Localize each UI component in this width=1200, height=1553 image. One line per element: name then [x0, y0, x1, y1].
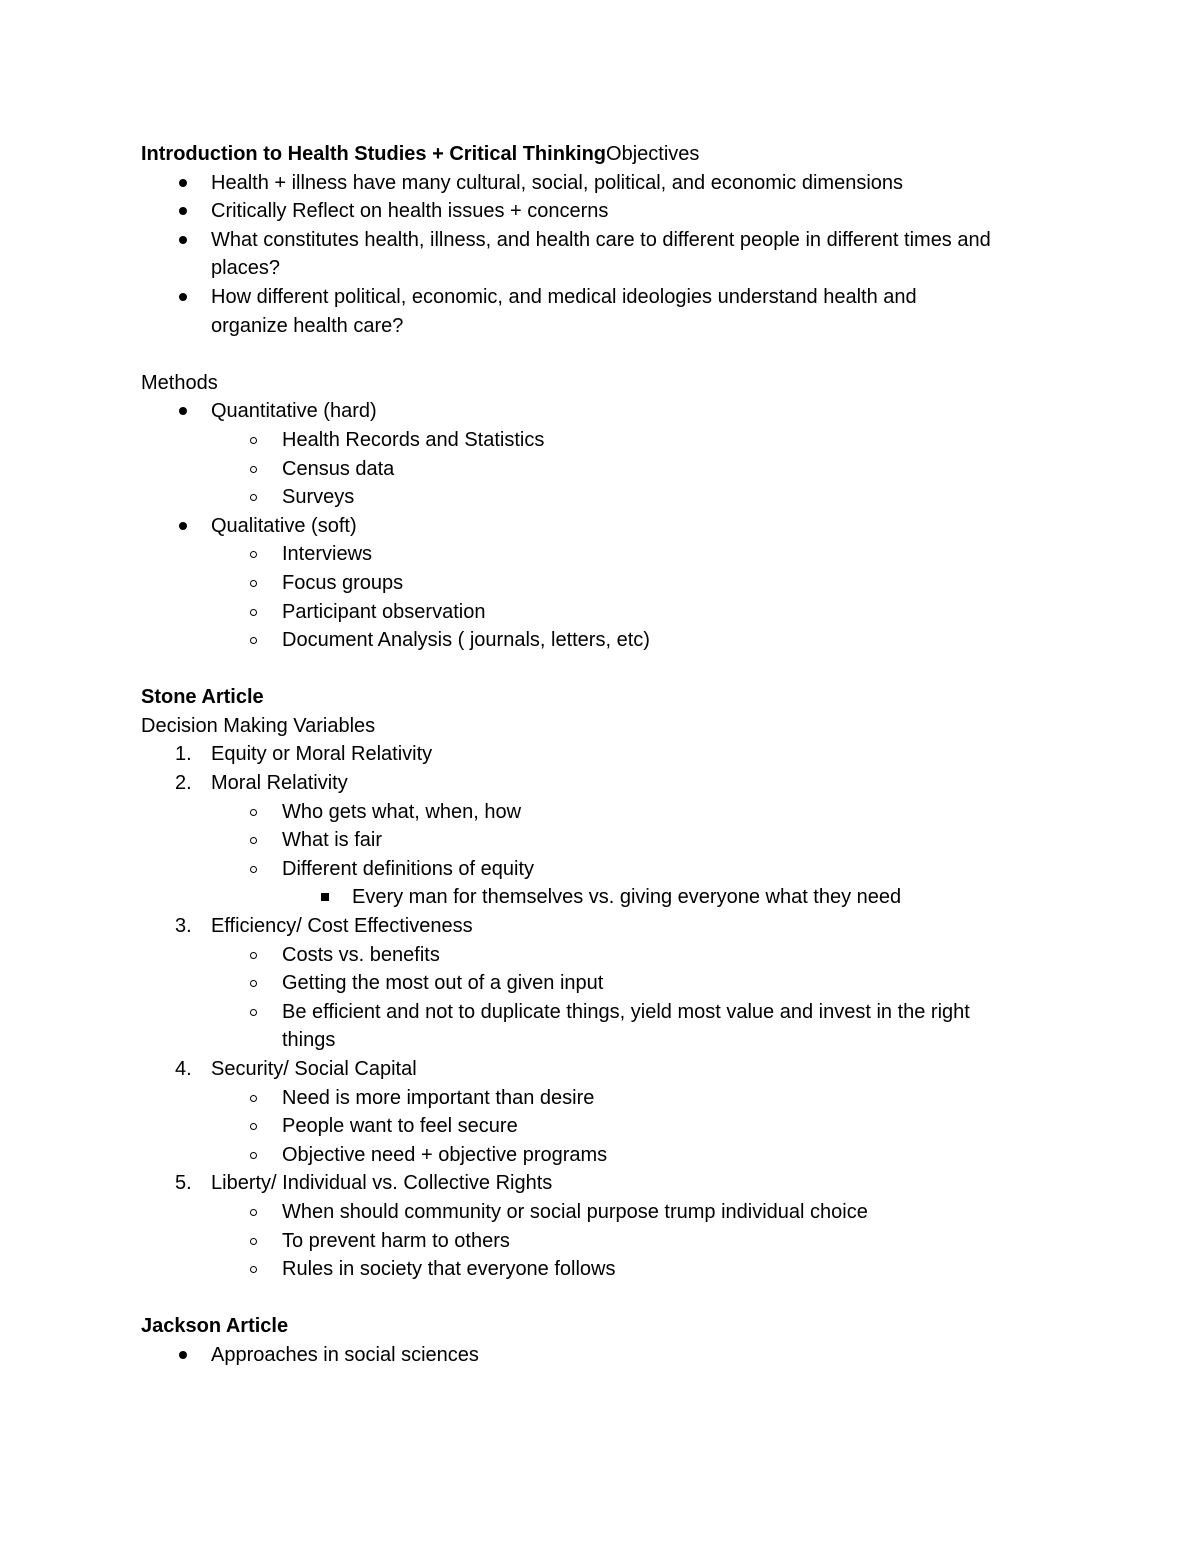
spacer	[141, 655, 1061, 684]
sub-list-item: What is fair	[141, 826, 1061, 855]
bullet-icon	[179, 522, 187, 530]
circle-bullet-icon	[250, 494, 257, 501]
list-item: Qualitative (soft)	[141, 512, 1061, 541]
circle-bullet-icon	[250, 551, 257, 558]
circle-bullet-icon	[250, 580, 257, 587]
bullet-icon	[179, 1351, 187, 1359]
sub-list-item: People want to feel secure	[141, 1112, 1061, 1141]
circle-bullet-icon	[250, 1266, 257, 1273]
circle-bullet-icon	[250, 609, 257, 616]
sub-list-item-continuation: things	[282, 1029, 336, 1052]
sub-list-item: Focus groups	[141, 569, 1061, 598]
list-item-continuation: organize health care?	[211, 314, 404, 337]
circle-bullet-icon	[250, 1095, 257, 1102]
list-item: Critically Reflect on health issues + concerns	[141, 197, 1061, 226]
bullet-icon	[179, 293, 187, 301]
numbered-item: 2. Moral Relativity	[175, 772, 348, 795]
numbered-item: 4. Security/ Social Capital	[175, 1058, 417, 1080]
circle-bullet-icon	[250, 637, 257, 644]
list-item: Health + illness have many cultural, social, political, and economic dimensions	[141, 169, 1061, 198]
square-bullet-icon	[321, 893, 329, 901]
sub-list-item: Document Analysis ( journals, letters, etc)	[141, 626, 1061, 655]
circle-bullet-icon	[250, 837, 257, 844]
list-item-continuation: places?	[211, 257, 280, 280]
circle-bullet-icon	[250, 1152, 257, 1159]
circle-bullet-icon	[250, 1123, 257, 1130]
circle-bullet-icon	[250, 809, 257, 816]
circle-bullet-icon	[250, 1238, 257, 1245]
sub-list-item: Rules in society that everyone follows	[141, 1255, 1061, 1284]
section-title-line	[141, 140, 1061, 169]
sub-list-item: Costs vs. benefits	[141, 941, 1061, 970]
circle-bullet-icon	[250, 980, 257, 987]
sub-list-item: Be efficient and not to duplicate things, yield most value and invest in the right	[141, 998, 1061, 1027]
sub-list-item: Getting the most out of a given input	[141, 969, 1061, 998]
numbered-item: 3. Efficiency/ Cost Effectiveness	[175, 915, 473, 938]
bullet-icon	[179, 179, 187, 187]
bullet-icon	[179, 236, 187, 244]
circle-bullet-icon	[250, 466, 257, 473]
spacer	[141, 1284, 1061, 1313]
list-item: Approaches in social sciences	[141, 1341, 1061, 1370]
stone-article-subtitle: Decision Making Variables	[141, 714, 376, 737]
numbered-item: 1. Equity or Moral Relativity	[175, 743, 433, 766]
circle-bullet-icon	[250, 952, 257, 959]
list-item: How different political, economic, and medical ideologies understand health and	[141, 283, 1061, 312]
sub-list-item: Participant observation	[141, 598, 1061, 627]
section-title: Introduction to Health Studies + Critical Thinking	[141, 143, 607, 165]
jackson-article-title: Jackson Article	[141, 1315, 289, 1338]
document-page	[141, 140, 1061, 1370]
sub-list-item: Interviews	[141, 540, 1061, 569]
list-item: Quantitative (hard)	[141, 397, 1061, 426]
methods-heading: Methods	[141, 371, 218, 394]
sub-list-item: Who gets what, when, how	[141, 798, 1061, 827]
sub-list-item: Different definitions of equity	[141, 855, 1061, 884]
sub-list-item: Surveys	[141, 483, 1061, 512]
bullet-icon	[179, 407, 187, 415]
spacer	[141, 340, 1061, 369]
list-item: What constitutes health, illness, and health care to different people in different times and	[141, 226, 1061, 255]
circle-bullet-icon	[250, 1209, 257, 1216]
sub-sub-list-item: Every man for themselves vs. giving everyone what they need	[141, 883, 1061, 912]
circle-bullet-icon	[250, 866, 257, 873]
circle-bullet-icon	[250, 437, 257, 444]
numbered-item: 5. Liberty/ Individual vs. Collective Rights	[175, 1172, 553, 1195]
section-title-suffix: Objectives	[606, 143, 700, 165]
sub-list-item: Census data	[141, 455, 1061, 484]
sub-list-item: Objective need + objective programs	[141, 1141, 1061, 1170]
sub-list-item: Health Records and Statistics	[141, 426, 1061, 455]
circle-bullet-icon	[250, 1009, 257, 1016]
sub-list-item: To prevent harm to others	[141, 1227, 1061, 1256]
bullet-icon	[179, 207, 187, 215]
stone-article-title: Stone Article	[141, 686, 264, 709]
sub-list-item: Need is more important than desire	[141, 1084, 1061, 1113]
sub-list-item: When should community or social purpose trump individual choice	[141, 1198, 1061, 1227]
